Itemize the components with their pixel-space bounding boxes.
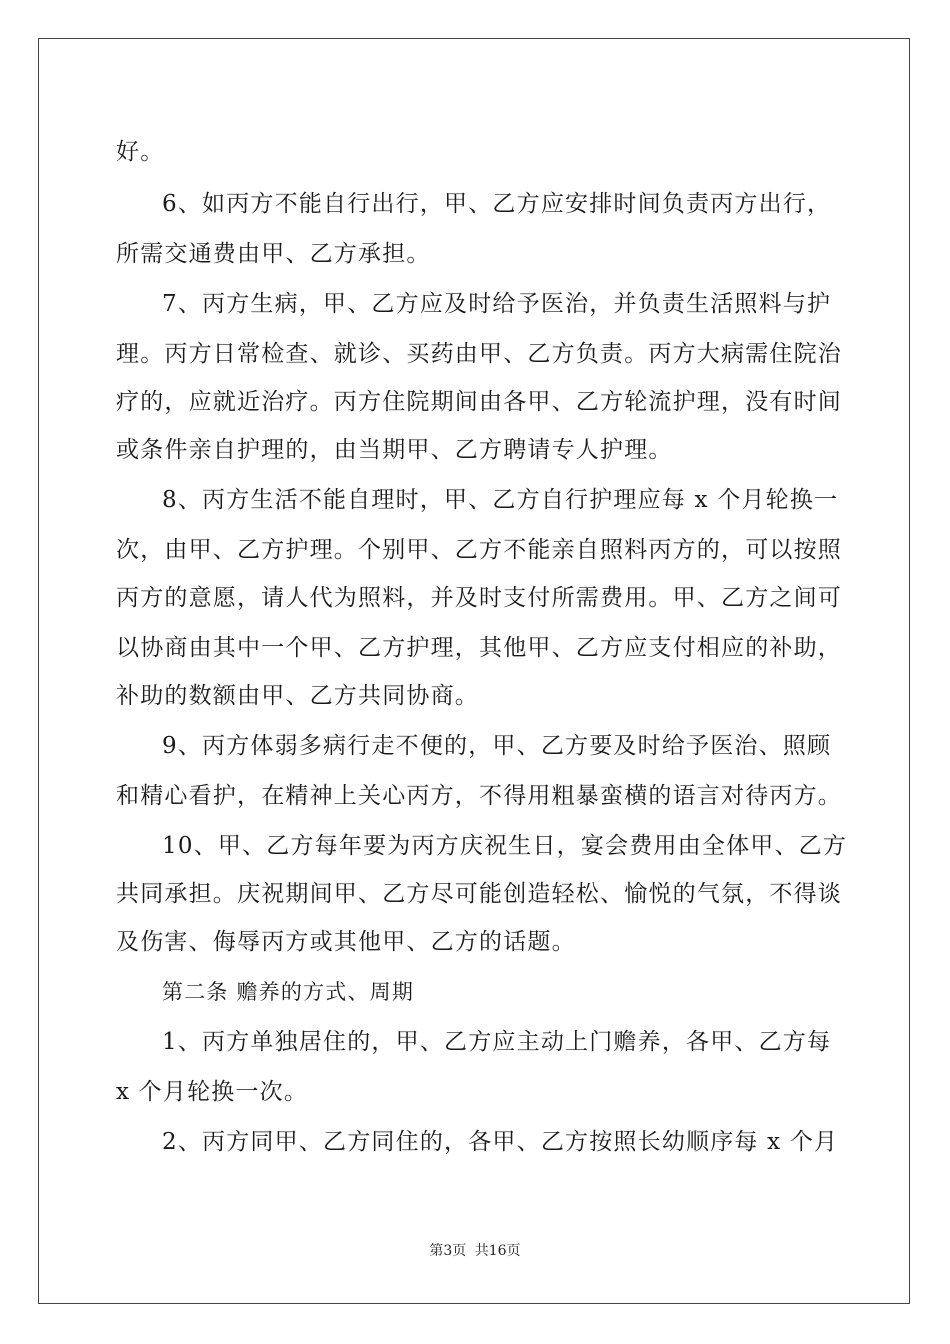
text-line: x 个月轮换一次。: [116, 1079, 309, 1105]
text-line: 所需交通费由甲、乙方承担。: [116, 241, 431, 267]
text-line: 2、丙方同甲、乙方同住的，各甲、乙方按照长幼顺序每 x 个月: [162, 1129, 839, 1155]
page-footer: [0, 1240, 950, 1260]
page-frame: [38, 38, 910, 1304]
page-total: 共16页: [474, 1243, 521, 1259]
text-line: 和精心看护，在精神上关心丙方，不得用粗暴蛮横的语言对待丙方。: [116, 783, 842, 809]
section-heading: 第二条 赡养的方式、周期: [162, 980, 415, 1004]
text-line: 1、丙方单独居住的，甲、乙方应主动上门赡养，各甲、乙方每: [162, 1029, 832, 1055]
text-line: 疗的，应就近治疗。丙方住院期间由各甲、乙方轮流护理，没有时间: [116, 389, 842, 415]
page-number: 第3页: [429, 1243, 467, 1259]
text-line: 理。丙方日常检查、就诊、买药由甲、乙方负责。丙方大病需住院治: [116, 341, 842, 367]
text-line: 或条件亲自护理的，由当期甲、乙方聘请专人护理。: [116, 437, 673, 463]
text-line: 9、丙方体弱多病行走不便的，甲、乙方要及时给予医治、照顾: [162, 733, 832, 759]
text-line: 8、丙方生活不能自理时，甲、乙方自行护理应每 x 个月轮换一: [162, 487, 839, 513]
text-line: 6、如丙方不能自行出行，甲、乙方应安排时间负责丙方出行，: [162, 191, 832, 217]
text-line: 以协商由其中一个甲、乙方护理，其他甲、乙方应支付相应的补助，: [116, 635, 842, 661]
text-line: 丙方的意愿，请人代为照料，并及时支付所需费用。甲、乙方之间可: [116, 585, 842, 611]
text-line: 共同承担。庆祝期间甲、乙方尽可能创造轻松、愉悦的气氛，不得谈: [116, 881, 842, 907]
text-line: 好。: [116, 139, 165, 165]
text-line: 补助的数额由甲、乙方共同协商。: [116, 683, 479, 709]
text-line: 7、丙方生病，甲、乙方应及时给予医治，并负责生活照料与护: [162, 291, 832, 317]
text-line: 10、甲、乙方每年要为丙方庆祝生日，宴会费用由全体甲、乙方: [162, 833, 848, 859]
text-line: 及伤害、侮辱丙方或其他甲、乙方的话题。: [116, 929, 576, 955]
text-line: 次，由甲、乙方护理。个别甲、乙方不能亲自照料丙方的，可以按照: [116, 537, 842, 563]
